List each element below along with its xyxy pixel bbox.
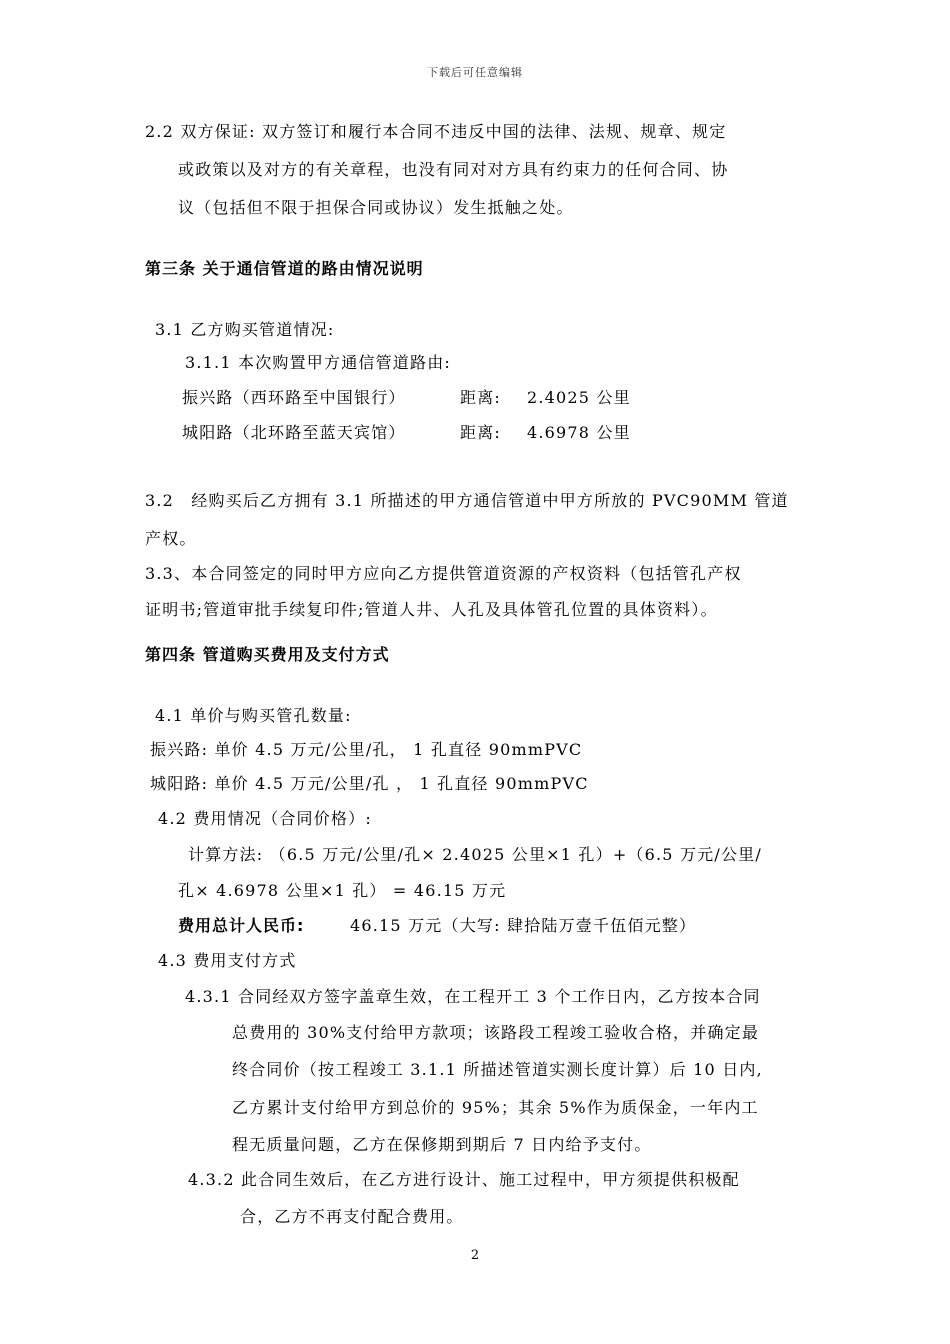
page-number: 2: [470, 1248, 480, 1263]
route-2-distance-label: 距离:: [460, 423, 501, 442]
header-note: 下载后可任意编辑: [427, 66, 523, 79]
route-1-distance-label: 距离:: [460, 388, 501, 407]
calc-line-2: 孔× 4.6978 公里×1 孔） = 46.15 万元: [178, 881, 507, 900]
price-line-2: 城阳路: 单价 4.5 万元/公里/孔 ， 1 孔直径 90mmPVC: [150, 774, 589, 793]
section-2-2-line-2: 或政策以及对方的有关章程，也没有同对对方具有约束力的任何合同、协: [178, 160, 729, 179]
section-4-3: 4.3 费用支付方式: [158, 951, 297, 970]
section-4-3-1-line-5: 程无质量问题，乙方在保修期到期后 7 日内给予支付。: [232, 1135, 652, 1154]
section-4-1: 4.1 单价与购买管孔数量:: [155, 706, 352, 725]
article-3-title: 第三条 关于通信管道的路由情况说明: [145, 259, 424, 278]
route-1-distance: 2.4025 公里: [527, 388, 631, 407]
section-3-2-line-2: 产权。: [145, 529, 197, 548]
section-2-2-line-3: 议（包括但不限于担保合同或协议）发生抵触之处。: [178, 198, 574, 217]
section-4-3-2-line-2: 合，乙方不再支付配合费用。: [240, 1207, 464, 1226]
section-3-1-1: 3.1.1 本次购置甲方通信管道路由:: [185, 353, 451, 372]
article-4-title: 第四条 管道购买费用及支付方式: [145, 645, 390, 664]
section-4-3-2-line-1: 4.3.2 此合同生效后，在乙方进行设计、施工过程中，甲方须提供积极配: [188, 1170, 740, 1189]
section-2-2-line-1: 2.2 双方保证: 双方签订和履行本合同不违反中国的法律、法规、规章、规定: [145, 122, 727, 141]
route-2-distance: 4.6978 公里: [527, 423, 631, 442]
section-4-3-1-line-2: 总费用的 30%支付给甲方款项；该路段工程竣工验收合格，并确定最: [232, 1023, 760, 1042]
price-line-1: 振兴路: 单价 4.5 万元/公里/孔， 1 孔直径 90mmPVC: [150, 740, 583, 759]
section-4-3-1-line-4: 乙方累计支付给甲方到总价的 95%；其余 5%作为质保金，一年内工: [232, 1098, 759, 1117]
total-value: 46.15 万元（大写: 肆拾陆万壹千伍佰元整）: [350, 916, 697, 935]
section-3-3-line-2: 证明书;管道审批手续复印件;管道人井、人孔及具体管孔位置的具体资料）。: [145, 600, 718, 619]
total-label: 费用总计人民币:: [178, 916, 305, 935]
section-3-3-line-1: 3.3、本合同签定的同时甲方应向乙方提供管道资源的产权资料（包括管孔产权: [145, 564, 742, 583]
section-3-2-line-1: 3.2 经购买后乙方拥有 3.1 所描述的甲方通信管道中甲方所放的 PVC90MM 管道: [145, 491, 789, 510]
route-2-name: 城阳路（北环路至蓝天宾馆）: [182, 423, 406, 442]
section-4-2: 4.2 费用情况（合同价格）:: [158, 809, 372, 828]
section-4-3-1-line-1: 4.3.1 合同经双方签字盖章生效，在工程开工 3 个工作日内，乙方按本合同: [185, 987, 761, 1006]
section-4-3-1-line-3: 终合同价（按工程竣工 3.1.1 所描述管道实测长度计算）后 10 日内,: [232, 1060, 763, 1079]
calc-line-1: 计算方法: （6.5 万元/公里/孔× 2.4025 公里×1 孔）+（6.5 万元/公里/: [188, 845, 762, 864]
route-1-name: 振兴路（西环路至中国银行）: [182, 388, 406, 407]
section-3-1: 3.1 乙方购买管道情况:: [155, 320, 335, 339]
